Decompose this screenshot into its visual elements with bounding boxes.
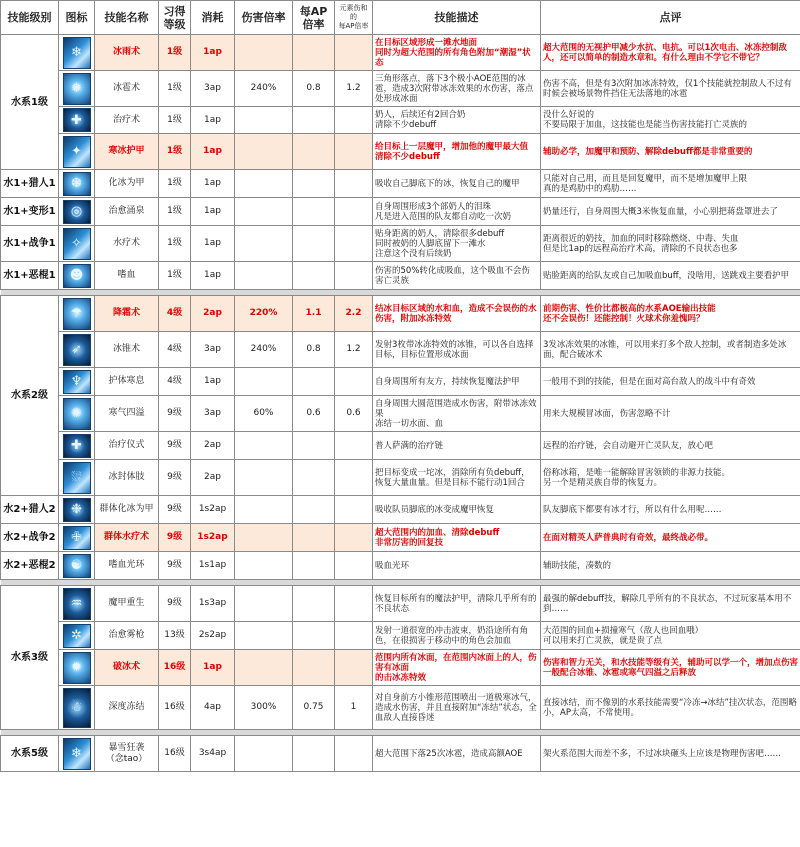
header-cell: 习得 等级	[159, 1, 191, 35]
skill-level-group: 水2+战争2	[1, 524, 59, 552]
icon-cell	[59, 134, 95, 170]
ap-cost: 4ap	[191, 686, 235, 730]
ap-cost: 1ap	[191, 198, 235, 226]
header-cell: 图标	[59, 1, 95, 35]
ap-cost: 1ap	[191, 134, 235, 170]
skill-comment: 没什么好说的 不要局限于加血，这技能也是能当伤害技能打亡灵族的	[541, 107, 800, 134]
healing-spray-icon: ✲	[63, 624, 91, 648]
learn-level: 9级	[159, 396, 191, 432]
skill-name: 冰雹术	[95, 71, 159, 107]
ap-cost: 3ap	[191, 396, 235, 432]
icon-cell	[59, 496, 95, 524]
skill-row	[1, 134, 800, 170]
element-per-ap-multiplier	[335, 368, 373, 396]
icon-cell	[59, 71, 95, 107]
per-ap-multiplier	[293, 586, 335, 622]
header-cell: 元素伤和的 每AP倍率	[335, 1, 373, 35]
skill-description: 奶人，后续还有2回合奶 清除不少debuff	[373, 107, 541, 134]
skill-comment: 贴脸距离的给队友或自己加吸血buff，没啥用，送跳戏主要看护甲	[541, 262, 800, 290]
ap-cost: 3s4ap	[191, 736, 235, 772]
per-ap-multiplier	[293, 552, 335, 580]
learn-level: 9级	[159, 460, 191, 496]
skill-description: 把目标变成一坨冰，消除所有负debuff，恢复大量血量。但是目标不能行动1回合	[373, 460, 541, 496]
skill-name: 破冰术	[95, 650, 159, 686]
per-ap-multiplier	[293, 368, 335, 396]
skill-comment: 奶量还行，自身周围大概3米恢复血量，小心别把蒋盘罩进去了	[541, 198, 800, 226]
per-ap-multiplier	[293, 524, 335, 552]
skill-level-group: 水1+战争1	[1, 226, 59, 262]
icon-cell	[59, 296, 95, 332]
icon-cell	[59, 35, 95, 71]
element-per-ap-multiplier	[335, 586, 373, 622]
skill-name: 治愈雾枪	[95, 622, 159, 650]
icon-cell	[59, 332, 95, 368]
damage-multiplier: 220%	[235, 296, 293, 332]
icon-cell	[59, 650, 95, 686]
skill-comment: 前期伤害、性价比都极高的水系AOE输出技能 还不会误伤！还能控制！火球术你羞愧吗？	[541, 296, 800, 332]
icon-cell	[59, 198, 95, 226]
skill-row	[1, 368, 800, 396]
skill-name: 护体寒息	[95, 368, 159, 396]
learn-level: 13级	[159, 622, 191, 650]
deep-freeze-icon: ☃	[63, 688, 91, 728]
learn-level: 1级	[159, 134, 191, 170]
ap-cost: 1ap	[191, 262, 235, 290]
icon-cell	[59, 552, 95, 580]
learn-level: 16级	[159, 736, 191, 772]
skill-row	[1, 396, 800, 432]
per-ap-multiplier	[293, 496, 335, 524]
skill-comment: 伤害不高，但是有3次附加冰冻特效，仅1个技能就控制敌人不过有时候会被场景物件挡住无法落地的冰雹	[541, 71, 800, 107]
header-cell: 技能级别	[1, 1, 59, 35]
skill-description: 普人萨满的治疗链	[373, 432, 541, 460]
icon-cell	[59, 460, 95, 496]
skill-row	[1, 226, 800, 262]
header-cell: 点评	[541, 1, 800, 35]
element-per-ap-multiplier	[335, 107, 373, 134]
learn-level: 16级	[159, 650, 191, 686]
skill-name: 魔甲重生	[95, 586, 159, 622]
ap-cost: 1s3ap	[191, 586, 235, 622]
skill-row	[1, 460, 800, 496]
learn-level: 9级	[159, 552, 191, 580]
skill-description: 发射3枚带冰冻特效的冰锥，可以各自选择目标，目标位置形成冰面	[373, 332, 541, 368]
blizzard-icon: ❄	[63, 738, 91, 770]
ap-cost: 2ap	[191, 432, 235, 460]
skill-comment: 一般用不到的技能，但是在面对高台敌人的战斗中有奇效	[541, 368, 800, 396]
header-cell: 伤害倍率	[235, 1, 293, 35]
ap-cost: 2s2ap	[191, 622, 235, 650]
per-ap-multiplier	[293, 107, 335, 134]
rain-storm-icon: ☂	[63, 298, 91, 330]
skill-comment: 俗称冰箱，是唯一能解除冒害领锁的非源力技能。 另一个是精灵族自带的恢复力。	[541, 460, 800, 496]
skill-comment: 直接冰结，而不像别的水系技能需要“冷冻→冰结”挂次状态，范围略小，AP太高，不常使用。	[541, 686, 800, 730]
skill-description: 自身周围大圆范围造成水伤害，附带冰冻效果 冻结一切水面、血	[373, 396, 541, 432]
element-per-ap-multiplier	[335, 622, 373, 650]
mass-heal-icon: ✙	[63, 526, 91, 550]
skill-comment: 在面对精英人萨普典时有奇效，最终战必带。	[541, 524, 800, 552]
damage-multiplier	[235, 226, 293, 262]
skill-name: 深度冻结	[95, 686, 159, 730]
ap-cost: 1s1ap	[191, 552, 235, 580]
damage-multiplier	[235, 496, 293, 524]
skill-comment: 最强的解debuff技，解除几乎所有的不良状态，不过玩家基本用不到……	[541, 586, 800, 622]
icon-cell	[59, 262, 95, 290]
water-heal-icon: ✧	[63, 228, 91, 260]
per-ap-multiplier	[293, 226, 335, 262]
per-ap-multiplier	[293, 198, 335, 226]
skill-row	[1, 332, 800, 368]
learn-level: 9级	[159, 432, 191, 460]
header-cell: 消耗	[191, 1, 235, 35]
icon-cell	[59, 736, 95, 772]
per-ap-multiplier: 0.8	[293, 71, 335, 107]
damage-multiplier	[235, 650, 293, 686]
header-cell: 每AP 倍率	[293, 1, 335, 35]
damage-multiplier: 240%	[235, 332, 293, 368]
icon-cell	[59, 686, 95, 730]
icon-cell	[59, 524, 95, 552]
skill-row	[1, 524, 800, 552]
per-ap-multiplier	[293, 35, 335, 71]
skill-level-group: 水1+猎人1	[1, 170, 59, 198]
skill-name: 群体化冰为甲	[95, 496, 159, 524]
ice-armor-icon: ❆	[63, 172, 91, 196]
ap-cost: 1ap	[191, 170, 235, 198]
skill-level-group: 水2+恶棍2	[1, 552, 59, 580]
ap-cost: 1ap	[191, 226, 235, 262]
skill-level-group: 水系5级	[1, 736, 59, 772]
skill-description: 自身周围所有友方，持续恢复魔法护甲	[373, 368, 541, 396]
element-per-ap-multiplier	[335, 496, 373, 524]
learn-level: 1级	[159, 262, 191, 290]
skill-row	[1, 586, 800, 622]
skill-comment: 辅助技能，凑数的	[541, 552, 800, 580]
header-cell: 技能名称	[95, 1, 159, 35]
damage-multiplier	[235, 107, 293, 134]
skill-description: 三角形落点，落下3个极小AOE范围的冰雹，造成3次附带冰冻效果的水伤害，落点处形成冰面	[373, 71, 541, 107]
skill-name: 寒气四溢	[95, 396, 159, 432]
skill-comment: 队友脚底下都要有冰才行，所以有什么用呢……	[541, 496, 800, 524]
skill-row	[1, 552, 800, 580]
blood-drain-icon: ☻	[63, 264, 91, 288]
skill-row	[1, 650, 800, 686]
learn-level: 9级	[159, 586, 191, 622]
icon-cell	[59, 170, 95, 198]
icon-cell	[59, 107, 95, 134]
cure-ritual-icon: ✚	[63, 434, 91, 458]
icon-cell	[59, 226, 95, 262]
learn-level: 1级	[159, 198, 191, 226]
per-ap-multiplier	[293, 622, 335, 650]
ice-spear-icon: ➶	[63, 334, 91, 366]
header-row	[1, 1, 800, 35]
skill-description: 贴身距离的奶人，清除很多debuff 同时被奶的人脚底留下一滩水 注意这个没有后续奶	[373, 226, 541, 262]
skill-level-group: 水1+恶棍1	[1, 262, 59, 290]
blood-aura-icon: ☯	[63, 554, 91, 578]
skill-name: 嗜血光环	[95, 552, 159, 580]
skill-name: 水疗术	[95, 226, 159, 262]
element-per-ap-multiplier	[335, 460, 373, 496]
skill-level-group: 水系3级	[1, 586, 59, 730]
ap-cost: 2ap	[191, 296, 235, 332]
skill-name: 化冰为甲	[95, 170, 159, 198]
element-per-ap-multiplier	[335, 432, 373, 460]
skill-comment: 3发冰冻效果的冰锥，可以用来打多个敌人控制，或者制造多处冰面，配合破冰术	[541, 332, 800, 368]
icon-cell	[59, 432, 95, 460]
per-ap-multiplier	[293, 736, 335, 772]
skill-row	[1, 262, 800, 290]
body-guard-icon: ♆	[63, 370, 91, 394]
damage-multiplier	[235, 134, 293, 170]
damage-multiplier	[235, 368, 293, 396]
skill-name: 治疗仪式	[95, 432, 159, 460]
damage-multiplier	[235, 622, 293, 650]
ice-break-icon: ✹	[63, 652, 91, 684]
element-per-ap-multiplier: 1.2	[335, 71, 373, 107]
learn-level: 1级	[159, 35, 191, 71]
skill-comment: 伤害和智力无关，和水技能等级有关，辅助可以学一个，增加点伤害 一般配合冰锥、冰雹或寒气四溢之后释放	[541, 650, 800, 686]
element-per-ap-multiplier	[335, 524, 373, 552]
element-per-ap-multiplier	[335, 198, 373, 226]
skill-description: 超大范围下落25次冰雹，造成高额AOE	[373, 736, 541, 772]
skill-description: 自身周围形成3个部奶人的泪珠 凡是进入范围的队友都自动吃一次奶	[373, 198, 541, 226]
per-ap-multiplier	[293, 134, 335, 170]
skill-description: 范围内所有冰面，在范围内冰面上的人，伤害有冰面 的击冰冻特效	[373, 650, 541, 686]
damage-multiplier	[235, 552, 293, 580]
hail-icon: ❅	[63, 73, 91, 105]
per-ap-multiplier: 1.1	[293, 296, 335, 332]
rebirth-icon: ♒	[63, 588, 91, 620]
learn-level: 1级	[159, 71, 191, 107]
skill-name: 群体水疗术	[95, 524, 159, 552]
per-ap-multiplier	[293, 650, 335, 686]
damage-multiplier: 300%	[235, 686, 293, 730]
element-per-ap-multiplier: 1	[335, 686, 373, 730]
element-per-ap-multiplier: 2.2	[335, 296, 373, 332]
damage-multiplier: 60%	[235, 396, 293, 432]
learn-level: 1级	[159, 107, 191, 134]
skill-comment: 用来大规模冒冰面，伤害忽略不计	[541, 396, 800, 432]
learn-level: 1级	[159, 170, 191, 198]
ap-cost: 1ap	[191, 35, 235, 71]
skill-row	[1, 107, 800, 134]
ice-rain-icon: ❄	[63, 37, 91, 69]
skill-description: 吸收队员脚底的冰变成魔甲恢复	[373, 496, 541, 524]
learn-level: 4级	[159, 296, 191, 332]
ap-cost: 3ap	[191, 332, 235, 368]
learn-level: 9级	[159, 524, 191, 552]
skill-description: 超大范围内的加血、清除debuff 非常厉害的回复技	[373, 524, 541, 552]
skill-row	[1, 432, 800, 460]
frost-wave-icon: ✺	[63, 398, 91, 430]
ap-cost: 1s2ap	[191, 524, 235, 552]
skill-name: 寒冰护甲	[95, 134, 159, 170]
damage-multiplier	[235, 432, 293, 460]
skill-row	[1, 496, 800, 524]
header-cell: 技能描述	[373, 1, 541, 35]
icon-cell	[59, 368, 95, 396]
skill-name: 暴雪狂袭 （念tao）	[95, 736, 159, 772]
skill-row	[1, 622, 800, 650]
skill-description: 给目标上一层魔甲，增加他的魔甲最大值 清除不少debuff	[373, 134, 541, 170]
damage-multiplier: 240%	[235, 71, 293, 107]
skill-description: 在目标区域形成一滩水地面 同时为超大范围的所有角色附加“潮湿”状态	[373, 35, 541, 71]
icon-cell	[59, 586, 95, 622]
skill-comment: 远程的治疗链，会自动避开亡灵队友，放心吧	[541, 432, 800, 460]
per-ap-multiplier	[293, 262, 335, 290]
skill-row	[1, 686, 800, 730]
skill-row	[1, 170, 800, 198]
per-ap-multiplier: 0.75	[293, 686, 335, 730]
icon-cell	[59, 396, 95, 432]
frost-body-icon: ❉	[63, 498, 91, 522]
skill-level-group: 水2+猎人2	[1, 496, 59, 524]
skill-row	[1, 71, 800, 107]
skill-comment: 架火系范围大而差不多，不过冰块砸头上应该是物理伤害吧……	[541, 736, 800, 772]
skill-row	[1, 736, 800, 772]
icon-cell	[59, 622, 95, 650]
ap-cost: 3ap	[191, 71, 235, 107]
element-per-ap-multiplier	[335, 170, 373, 198]
skill-name: 冰封体肢	[95, 460, 159, 496]
skill-name: 冰锥术	[95, 332, 159, 368]
skill-level-group: 水系1级	[1, 35, 59, 170]
skill-row	[1, 35, 800, 71]
skill-level-group: 水1+变形1	[1, 198, 59, 226]
damage-multiplier	[235, 198, 293, 226]
skill-comment: 大范围的回血+损撞寒气（敌人也回血哦） 可以用来打亡灵族，就是贵了点	[541, 622, 800, 650]
skill-description: 伤害的50%转化成吸血，这个吸血不会伤害亡灵族	[373, 262, 541, 290]
heal-icon: ✚	[63, 108, 91, 132]
element-per-ap-multiplier	[335, 35, 373, 71]
learn-level: 16级	[159, 686, 191, 730]
skill-level-group: 水系2级	[1, 296, 59, 496]
skill-row	[1, 198, 800, 226]
ap-cost: 1ap	[191, 107, 235, 134]
per-ap-multiplier	[293, 432, 335, 460]
skill-name: 治疗术	[95, 107, 159, 134]
skill-comment: 距离很近的奶技，加血的同时移除燃烧、中毒、失血 但是比1ap的远程高治疗术高，清除的不良状态也多	[541, 226, 800, 262]
skill-name: 冰雨术	[95, 35, 159, 71]
damage-multiplier	[235, 736, 293, 772]
mist-icon: ◎	[63, 200, 91, 224]
learn-level: 4级	[159, 368, 191, 396]
element-per-ap-multiplier: 1.2	[335, 332, 373, 368]
ap-cost: 1s2ap	[191, 496, 235, 524]
table-body	[1, 35, 800, 772]
skill-description: 对自身前方小锥形范围喷出一道极寒冰气，造成水伤害，并且直接附加“冻结”状态，全血敌人直接昏迷	[373, 686, 541, 730]
skill-description: 吸收自己脚底下的冰，恢复自己的魔甲	[373, 170, 541, 198]
ap-cost: 1ap	[191, 368, 235, 396]
skill-description: 发射一道很宽的冲击波束，奶沿途所有角色，在很损害于移动中的角色会加血	[373, 622, 541, 650]
skill-comment: 超大范围的无视护甲减少水抗、电抗。可以1次电击、冰冻控制敌人，还可以简单的制造水章和。有什么理由不学它不带它？	[541, 35, 800, 71]
armor-icon: ✦	[63, 136, 91, 168]
damage-multiplier	[235, 262, 293, 290]
element-per-ap-multiplier: 0.6	[335, 396, 373, 432]
element-per-ap-multiplier	[335, 736, 373, 772]
learn-level: 4级	[159, 332, 191, 368]
damage-multiplier	[235, 170, 293, 198]
skill-name: 治愈涌泉	[95, 198, 159, 226]
per-ap-multiplier	[293, 170, 335, 198]
per-ap-multiplier	[293, 460, 335, 496]
ice-block-icon: ⛆	[63, 462, 91, 494]
skill-description: 恢复目标所有的魔法护甲，清除几乎所有的不良状态	[373, 586, 541, 622]
element-per-ap-multiplier	[335, 262, 373, 290]
ap-cost: 1ap	[191, 650, 235, 686]
skill-comment: 辅助必学，加魔甲和预防、解除debuff都是非常重要的	[541, 134, 800, 170]
damage-multiplier	[235, 460, 293, 496]
damage-multiplier	[235, 35, 293, 71]
learn-level: 9级	[159, 496, 191, 524]
learn-level: 1级	[159, 226, 191, 262]
damage-multiplier	[235, 524, 293, 552]
per-ap-multiplier: 0.6	[293, 396, 335, 432]
ap-cost: 2ap	[191, 460, 235, 496]
skill-description: 吸血光环	[373, 552, 541, 580]
skill-name: 嗜血	[95, 262, 159, 290]
damage-multiplier	[235, 586, 293, 622]
element-per-ap-multiplier	[335, 552, 373, 580]
skill-name: 降霜术	[95, 296, 159, 332]
skill-description: 结冰目标区域的水和血，造成不会误伤的水伤害，附加冰冻特效	[373, 296, 541, 332]
skill-row	[1, 296, 800, 332]
element-per-ap-multiplier	[335, 134, 373, 170]
element-per-ap-multiplier	[335, 650, 373, 686]
element-per-ap-multiplier	[335, 226, 373, 262]
skill-comment: 只能对自己用，而且是回复魔甲，而不是增加魔甲上限 真的是鸡肋中的鸡肋……	[541, 170, 800, 198]
per-ap-multiplier: 0.8	[293, 332, 335, 368]
